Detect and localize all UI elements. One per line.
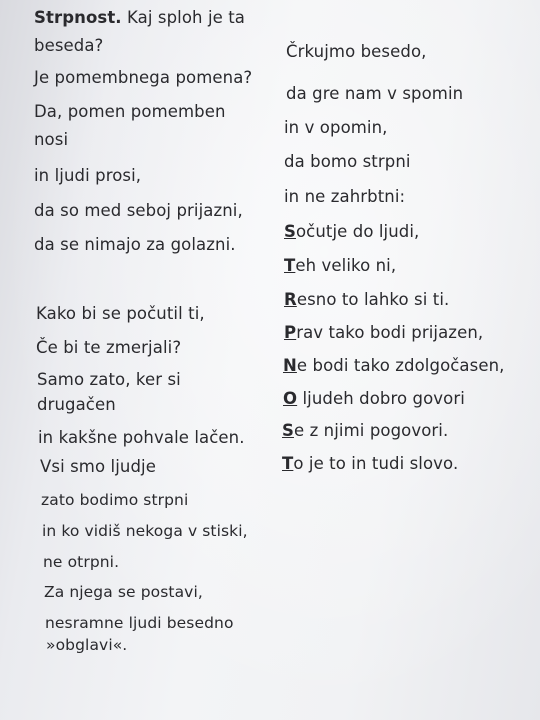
left-line-12: in kakšne pohvale lačen. bbox=[38, 428, 245, 447]
acrostic-letter: S bbox=[282, 421, 294, 440]
left-line-4: nosi bbox=[34, 130, 69, 149]
left-line-10: Samo zato, ker si bbox=[37, 370, 181, 389]
right-line-1: Črkujmo besedo, bbox=[286, 42, 427, 61]
left-line-17: Za njega se postavi, bbox=[44, 583, 203, 601]
acrostic-letter: R bbox=[284, 290, 297, 309]
left-line-5: in ljudi prosi, bbox=[34, 166, 142, 185]
acrostic-line-1: Sočutje do ljudi, bbox=[284, 222, 420, 241]
right-line-5: in ne zahrbtni: bbox=[284, 187, 406, 206]
acrostic-line-4: Prav tako bodi prijazen, bbox=[284, 323, 484, 342]
poem-title-rest: Kaj sploh je ta bbox=[121, 8, 246, 27]
acrostic-line-5: Ne bodi tako zdolgočasen, bbox=[283, 356, 505, 375]
left-line-18: nesramne ljudi besedno bbox=[45, 614, 234, 632]
acrostic-letter: N bbox=[283, 356, 297, 375]
left-line-16: ne otrpni. bbox=[43, 553, 120, 571]
right-line-4: da bomo strpni bbox=[284, 152, 411, 171]
left-line-11: drugačen bbox=[37, 395, 116, 414]
left-line-2: Je pomembnega pomena? bbox=[34, 68, 253, 87]
left-line-1: beseda? bbox=[34, 36, 104, 55]
right-line-2: da gre nam v spomin bbox=[286, 84, 464, 103]
poem-title-line bbox=[34, 8, 245, 28]
acrostic-line-7: Se z njimi pogovori. bbox=[282, 421, 449, 440]
left-line-8: Kako bi se počutil ti, bbox=[36, 304, 205, 323]
poem-title: Strpnost. bbox=[34, 8, 122, 27]
acrostic-letter: O bbox=[283, 389, 298, 408]
acrostic-line-8: To je to in tudi slovo. bbox=[282, 454, 459, 473]
left-line-14: zato bodimo strpni bbox=[41, 491, 189, 509]
left-line-9: Če bi te zmerjali? bbox=[36, 338, 182, 357]
left-line-19: »obglavi«. bbox=[46, 636, 128, 654]
acrostic-letter: S bbox=[284, 222, 296, 241]
left-line-3: Da, pomen pomemben bbox=[34, 102, 226, 121]
left-line-13: Vsi smo ljudje bbox=[40, 457, 156, 476]
acrostic-line-2: Teh veliko ni, bbox=[284, 256, 397, 275]
acrostic-letter: T bbox=[284, 256, 296, 275]
left-line-7: da se nimajo za golazni. bbox=[34, 235, 236, 254]
acrostic-line-3: Resno to lahko si ti. bbox=[284, 290, 450, 309]
acrostic-letter: T bbox=[282, 454, 294, 473]
left-line-15: in ko vidiš nekoga v stiski, bbox=[42, 522, 248, 540]
left-line-6: da so med seboj prijazni, bbox=[34, 201, 243, 220]
acrostic-line-6: O ljudeh dobro govori bbox=[283, 389, 465, 408]
acrostic-letter: P bbox=[284, 323, 297, 342]
right-line-3: in v opomin, bbox=[284, 118, 388, 137]
